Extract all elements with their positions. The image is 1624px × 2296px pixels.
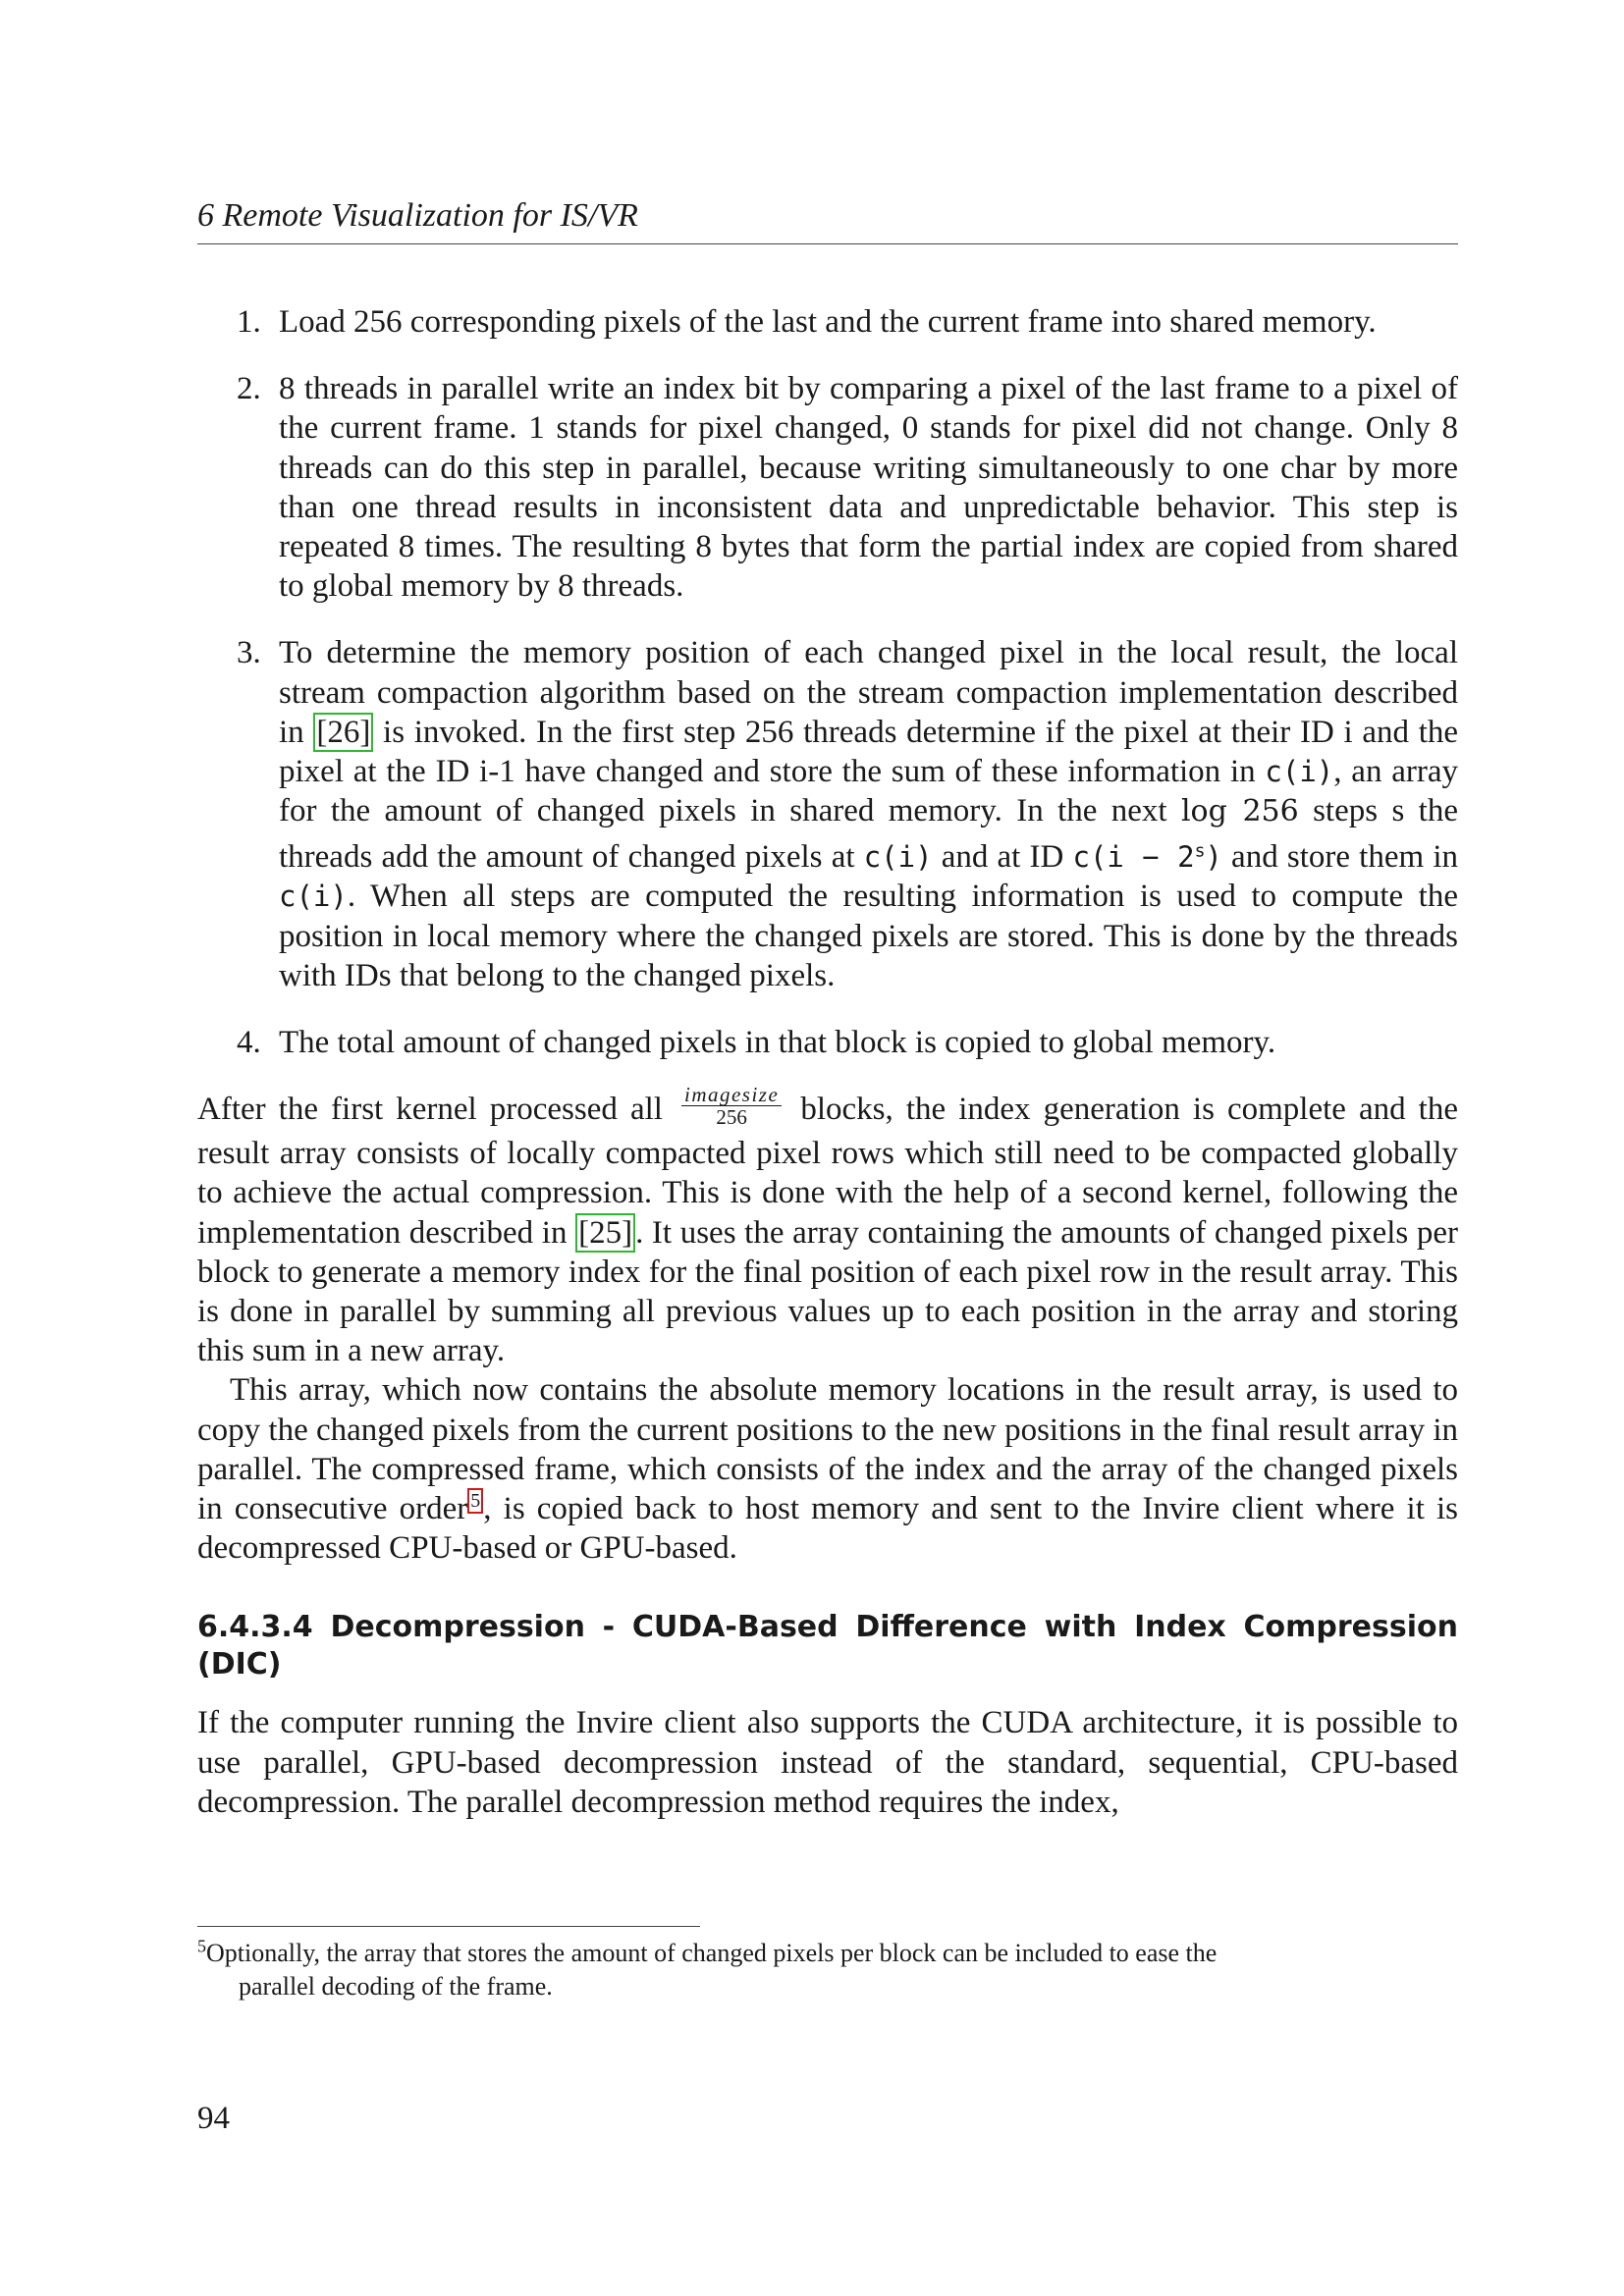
- section-heading: 6.4.3.4 Decompression - CUDA-Based Difference with Index Compression (DIC): [197, 1610, 1458, 1682]
- footnote-text-continued: parallel decoding of the frame.: [239, 1972, 553, 2001]
- algorithm-steps-list: [197, 302, 1458, 1062]
- list-number: 4.: [237, 1024, 261, 1060]
- citation-link-25[interactable]: [25]: [575, 1213, 635, 1253]
- step-text: 8 threads in parallel write an index bit by comparing a pixel of the last frame to a pixel of the current frame. 1 stands for pixel changed, 0 stands for pixel did not change. Only 8 threads can do this step in parallel, because writing simultaneously to one char by more than one thread results in inconsistent data and unpredictable behavior. This step is repeated 8 times. The resulting 8 bytes that form the partial index are copied from shared to global memory by 8 threads.: [279, 371, 1458, 605]
- list-item-step-1: [197, 302, 1458, 342]
- math-log-256: log 256: [1180, 794, 1299, 829]
- step-text: Load 256 corresponding pixels of the last and the current frame into shared memory.: [279, 304, 1377, 340]
- math-c-i-minus-2s: $c(i - 2^s)$: [1072, 840, 1222, 875]
- page-number: 94: [197, 2101, 230, 2136]
- footnote-divider: [197, 1926, 700, 1927]
- main-text: [197, 302, 1458, 1822]
- list-item-step-2: [197, 369, 1458, 606]
- math-c-i: c(i): [279, 880, 348, 914]
- math-c-i: c(i): [1265, 755, 1334, 789]
- footnote: [197, 1937, 1458, 2003]
- footnote-ref-5[interactable]: 5: [467, 1488, 483, 1514]
- fraction-imagesize-256: $\frac{\text{imagesize}}{256}$: [681, 1084, 782, 1128]
- citation-link-26[interactable]: [26]: [313, 713, 373, 752]
- footnote-mark: 5: [197, 1936, 206, 1956]
- step-text: To determine the memory position of each changed pixel in the local result, the local stream compaction algorithm based on the stream compaction implementation described in [26] is invoked. In the first step 256 threads determine if the pixel at their ID i and the pixel at the ID i-1 have changed and store the sum of these information in c(i), an array for the amount of changed pixels in shared memory. In the next log 256 steps s the threads add the amount of changed pixels at c(i) and at ID $c(i - 2^s)$ and store them in c(i). When all steps are computed the resulting information is used to compute the position in local memory where the changed pixels are stored. This is done by the threads with IDs that belong to the changed pixels.: [279, 635, 1459, 993]
- list-item-step-4: [197, 1023, 1458, 1062]
- paragraph-decompression: If the computer running the Invire client also supports the CUDA architecture, it is possible to use parallel, GPU-based decompression instead of the standard, sequential, CPU-based decompression. The parallel decompression method requires the index,: [197, 1705, 1458, 1820]
- paragraph-array: This array, which now contains the absolute memory locations in the result array, is used to copy the changed pixels from the current positions to the new positions in the final result array in parallel. The compressed frame, which consists of the index and the array of the changed pixels in consecutive order $^5$, is copied back to host memory and sent to the Invire client where it is decompressed CPU-based or GPU-based.: [197, 1372, 1459, 1567]
- list-item-step-3: [197, 633, 1458, 994]
- list-number: 2.: [237, 371, 261, 407]
- step-text: The total amount of changed pixels in that block is copied to global memory.: [279, 1024, 1276, 1060]
- list-number: 1.: [237, 304, 261, 340]
- footnote-text: Optionally, the array that stores the amount of changed pixels per block can be included to ease the: [206, 1939, 1218, 1967]
- math-c-i: c(i): [863, 840, 933, 875]
- list-number: 3.: [237, 635, 261, 671]
- running-header: 6 Remote Visualization for IS/VR: [197, 196, 1458, 244]
- paragraph-kernel: After the first kernel processed all $\frac{\text{imagesize}}{256}$ blocks, the index generation is complete and the result array consists of locally compacted pixel rows which still need to be compacted globally to achieve the actual compression. This is done with the help of a second kernel, following the implementation described in [25]. It uses the array containing the amounts of changed pixels per block to generate a memory index for the final position of each pixel row in the result array. This is done in parallel by summing all previous values up to each position in the array and storing this sum in a new array.: [197, 1083, 1458, 1369]
